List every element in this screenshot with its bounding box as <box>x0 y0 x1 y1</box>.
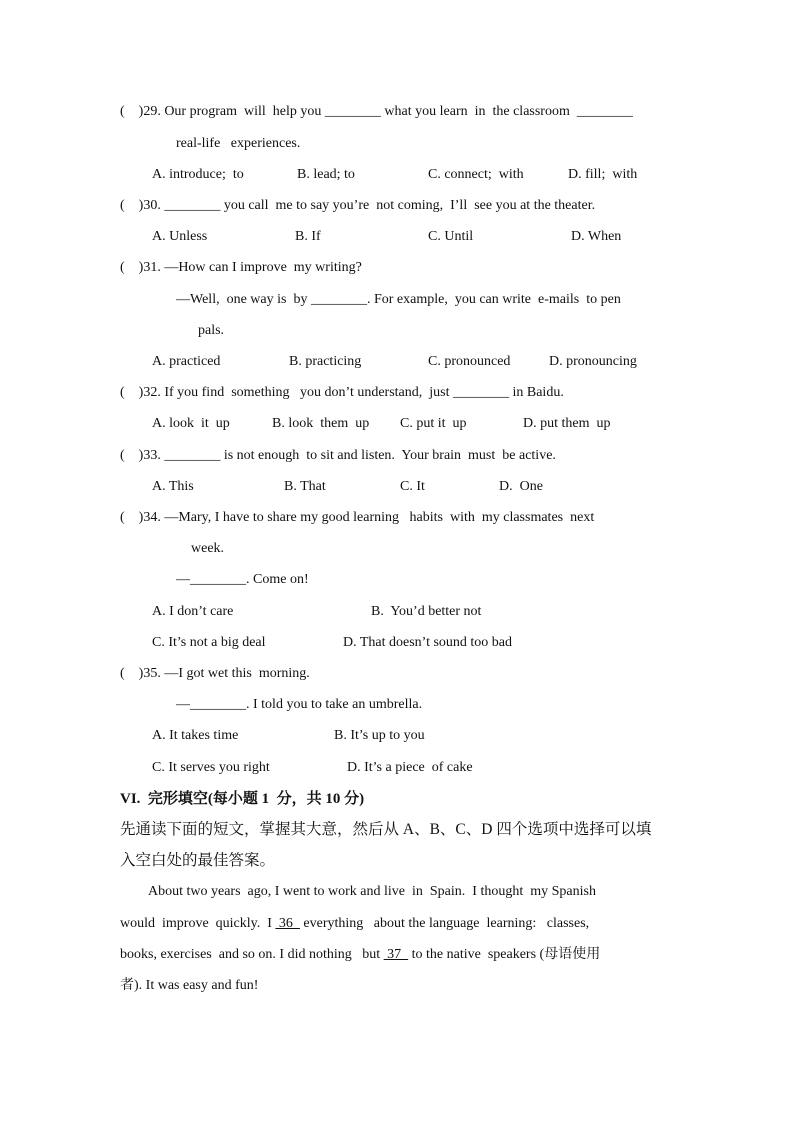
q32-option-b: B. look them up <box>272 416 370 431</box>
question-31-reply: —Well, one way is by ________. For example, you can write e-mails to pen <box>176 292 621 307</box>
question-34-stem-cont: week. <box>191 541 225 556</box>
q30-option-c: C. Until <box>428 229 474 244</box>
q30-option-d: D. When <box>571 229 622 244</box>
q31-option-a: A. practiced <box>152 354 221 369</box>
q30-option-a: A. Unless <box>152 229 208 244</box>
passage-line-1: About two years ago, I went to work and live in Spain. I thought my Spanish <box>148 884 596 899</box>
question-31-stem: ( )31. —How can I improve my writing? <box>120 260 362 275</box>
question-33-stem: ( )33. ________ is not enough to sit and listen. Your brain must be active. <box>120 448 556 463</box>
question-35-reply: —________. I told you to take an umbrella. <box>176 697 423 712</box>
passage-line-4: 者). It was easy and fun! <box>120 978 259 993</box>
blank-36: 36 <box>275 916 300 931</box>
q35-option-d: D. It’s a piece of cake <box>347 760 473 775</box>
question-29-stem: ( )29. Our program will help you ________ what you learn in the classroom ________ <box>120 104 633 119</box>
q33-option-c: C. It <box>400 479 425 494</box>
q34-option-d: D. That doesn’t sound too bad <box>343 635 513 650</box>
section-instruction-line-1: 先通读下面的短文，掌握其大意，然后从 A、B、C、D 四个选项中选择可以填 <box>120 821 652 838</box>
passage-line-2: would improve quickly. I 36 everything about the language learning: classes, <box>120 916 590 931</box>
question-34-stem: ( )34. —Mary, I have to share my good learning habits with my classmates next <box>120 510 595 525</box>
q29-option-d: D. fill; with <box>568 167 638 182</box>
q33-option-b: B. That <box>284 479 326 494</box>
passage-line-3: books, exercises and so on. I did nothing but 37 to the native speakers (母语使用 <box>120 947 601 962</box>
q29-option-b: B. lead; to <box>297 167 355 182</box>
question-35-stem: ( )35. —I got wet this morning. <box>120 666 310 681</box>
q34-option-b: B. You’d better not <box>371 604 482 619</box>
q32-option-c: C. put it up <box>400 416 467 431</box>
q32-option-a: A. look it up <box>152 416 230 431</box>
q29-option-c: C. connect; with <box>428 167 524 182</box>
section-instruction-line-2: 入空白处的最佳答案。 <box>120 852 276 869</box>
blank-37: 37 <box>383 947 409 962</box>
question-30-stem: ( )30. ________ you call me to say you’re not coming, I’ll see you at the theater. <box>120 198 596 213</box>
section-title: VI. 完形填空(每小题 1 分，共 10 分) <box>120 791 365 807</box>
q31-option-c: C. pronounced <box>428 354 511 369</box>
q32-option-d: D. put them up <box>523 416 611 431</box>
q33-option-d: D. One <box>499 479 543 494</box>
q30-option-b: B. If <box>295 229 321 244</box>
q29-option-a: A. introduce; to <box>152 167 244 182</box>
question-29-stem-cont: real-life experiences. <box>176 136 301 151</box>
question-34-reply: —________. Come on! <box>176 572 309 587</box>
q35-option-a: A. It takes time <box>152 728 239 743</box>
question-32-stem: ( )32. If you find something you don’t understand, just ________ in Baidu. <box>120 385 564 400</box>
q31-option-d: D. pronouncing <box>549 354 637 369</box>
q35-option-b: B. It’s up to you <box>334 728 425 743</box>
q33-option-a: A. This <box>152 479 194 494</box>
question-31-reply-cont: pals. <box>198 323 225 338</box>
q35-option-c: C. It serves you right <box>152 760 270 775</box>
q34-option-a: A. I don’t care <box>152 604 234 619</box>
q34-option-c: C. It’s not a big deal <box>152 635 266 650</box>
q31-option-b: B. practicing <box>289 354 362 369</box>
